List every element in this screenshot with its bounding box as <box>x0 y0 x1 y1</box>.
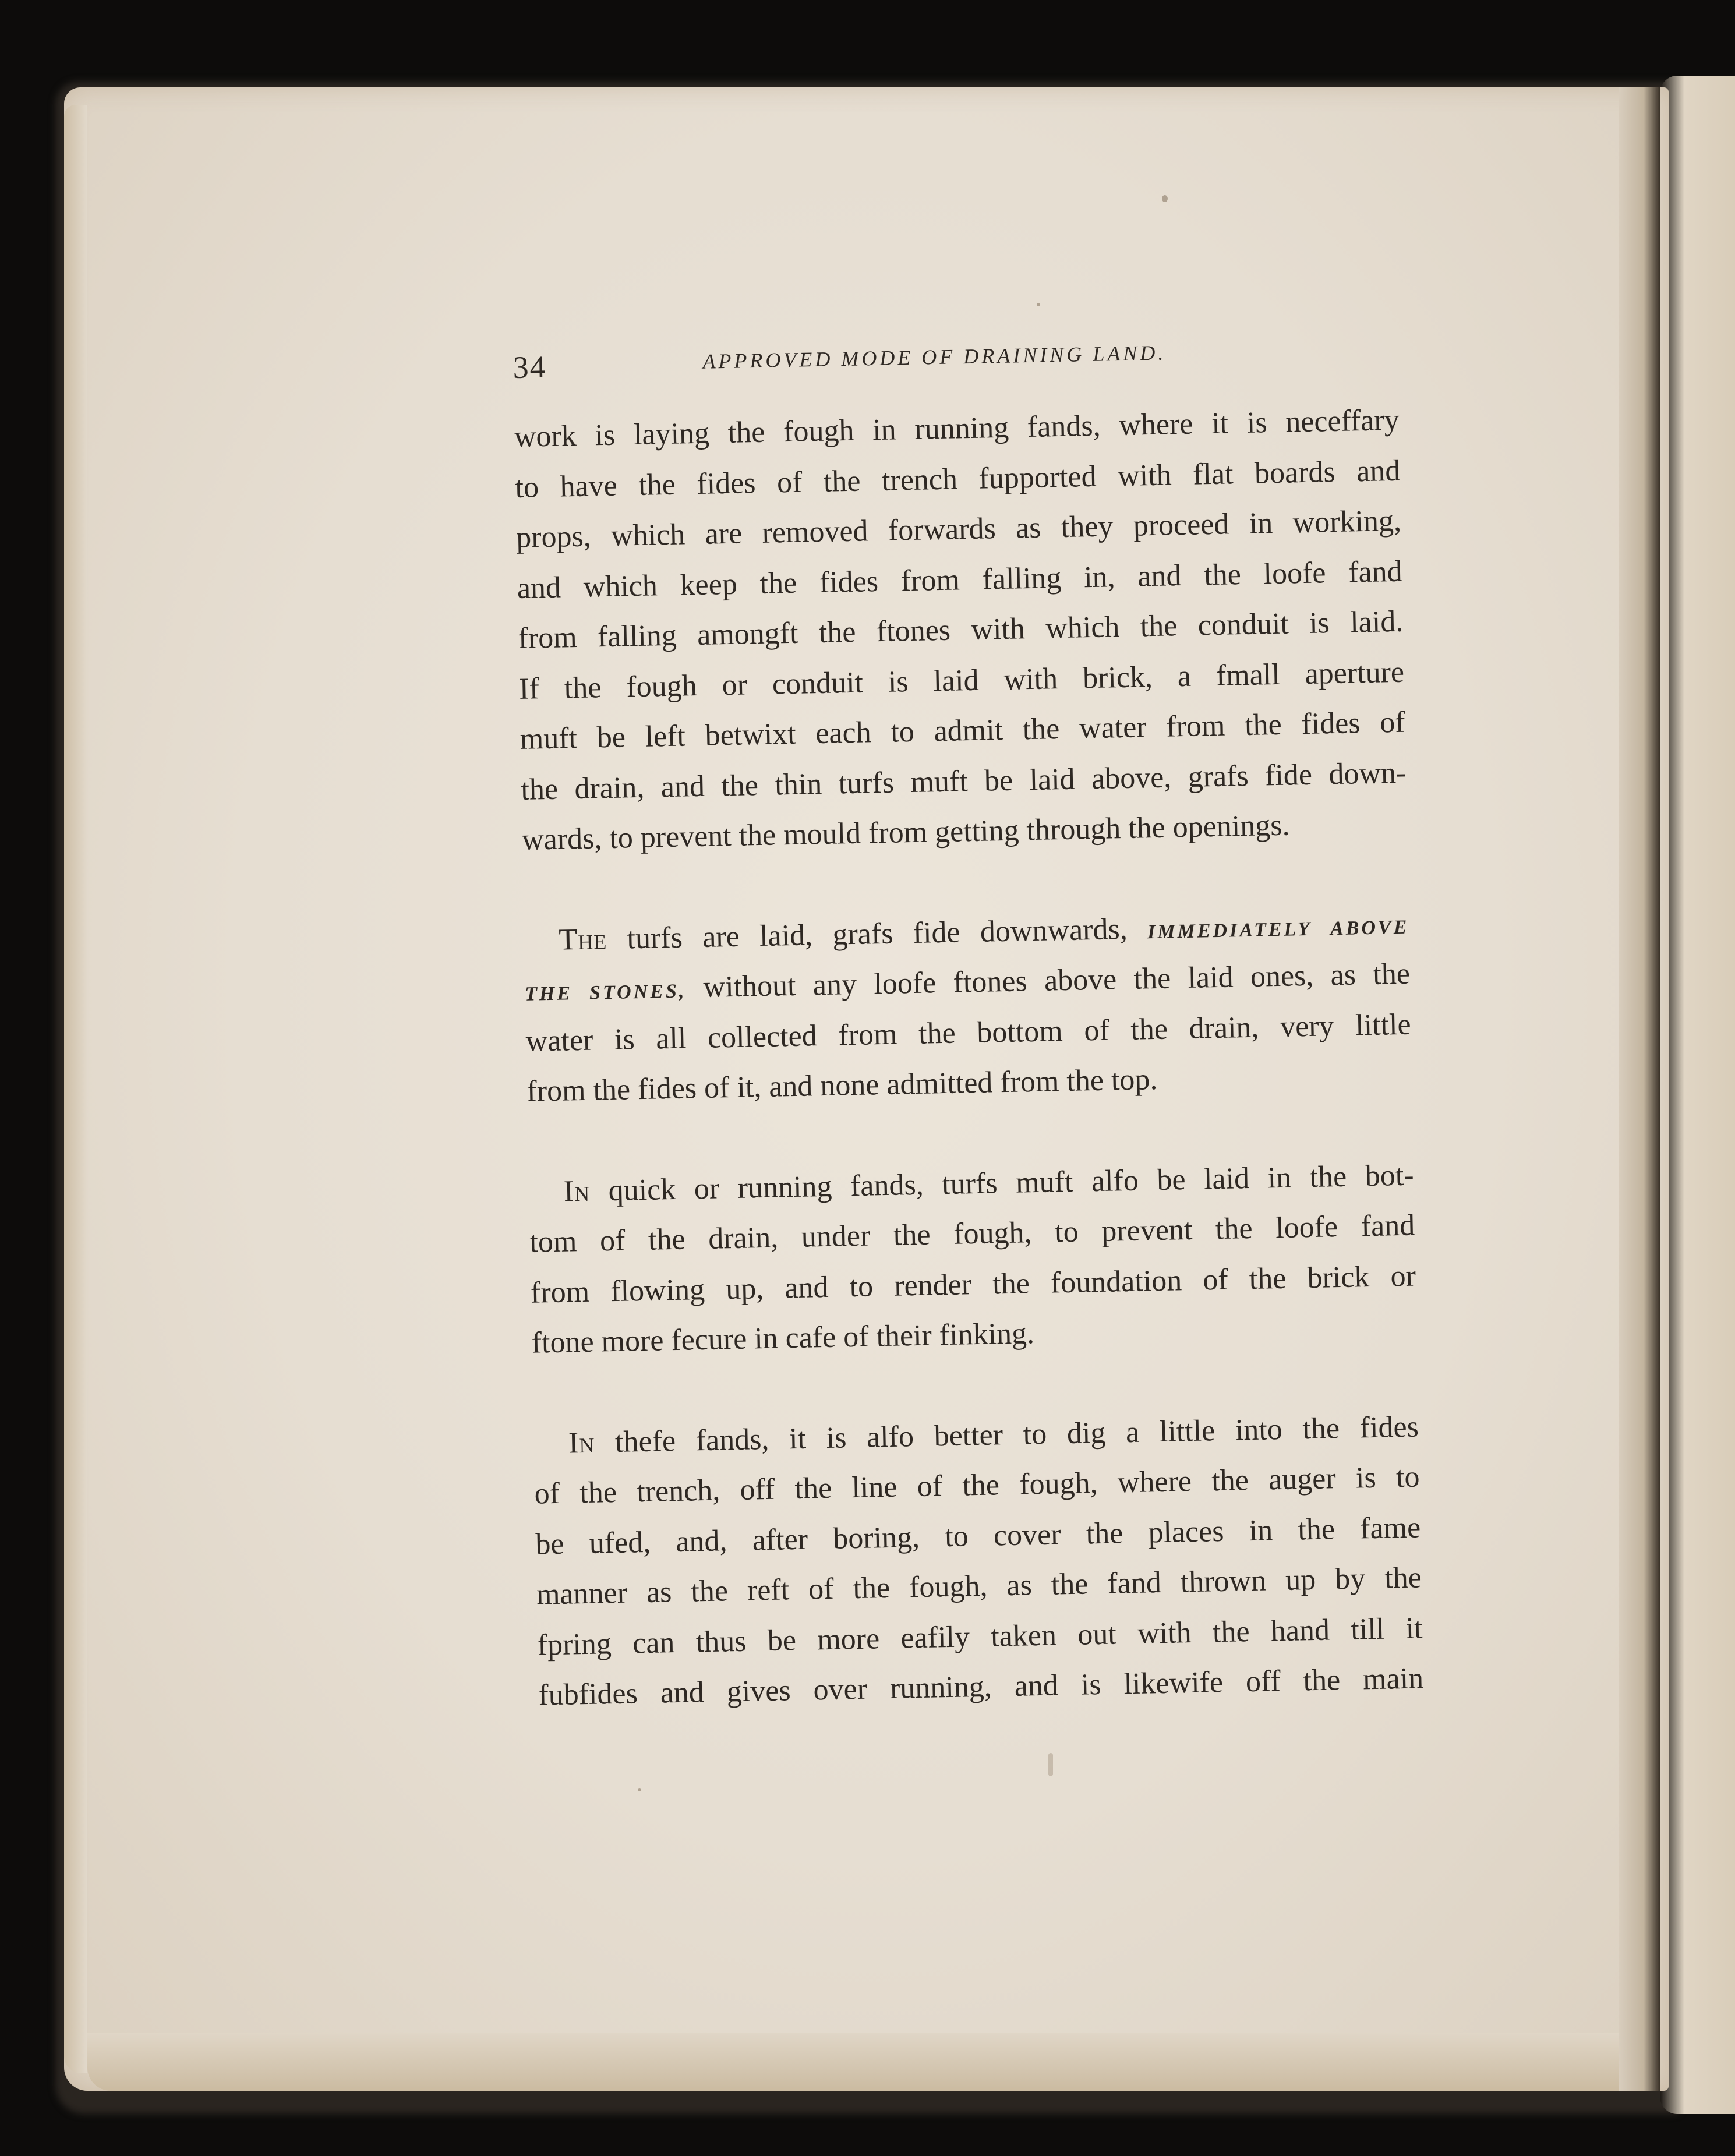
page-text <box>513 333 1424 1721</box>
emphasis-text: THE STONES, <box>524 980 687 1005</box>
paragraph-4 <box>533 1402 1424 1721</box>
text-line: tom of the drain, under the fough, to prevent the loofe fand <box>529 1208 1415 1259</box>
text-line: to have the fides of the trench fupported with flat boards and <box>515 454 1401 504</box>
text-line: and which keep the fides from falling in, and the loofe fand <box>517 554 1403 605</box>
paper-speck <box>638 1788 641 1791</box>
text-run: turfs are laid, grafs fide downwards, <box>627 912 1128 955</box>
text-run: without any loofe ftones above the laid ones, as the <box>703 957 1411 1004</box>
text-line: work is laying the fough in running fands, where it is neceffary <box>514 403 1400 454</box>
text-line: from the fides of it, and none admitted from the top. <box>526 1062 1158 1108</box>
text-line: ftone more fecure in cafe of their finking. <box>531 1317 1035 1360</box>
text-line: from falling amongft the ftones with which the conduit is laid. <box>517 605 1404 655</box>
emphasis-text: IMMEDIATELY ABOVE <box>1147 916 1409 943</box>
text-line: wards, to prevent the mould from getting through the openings. <box>521 808 1291 857</box>
paragraph-1 <box>514 395 1408 866</box>
text-line: muft be left betwixt each to admit the water from the fides of <box>520 705 1406 756</box>
paper-speck <box>1048 1753 1053 1776</box>
page-edge-left <box>64 105 87 2073</box>
lead-word: In <box>568 1426 595 1459</box>
page-edge-bottom <box>87 2033 1660 2091</box>
text-line: water is all collected from the bottom of the drain, very little <box>525 1008 1412 1058</box>
paragraph-2 <box>524 899 1412 1117</box>
text-line: of the trench, off the line of the fough, where the auger is to <box>534 1460 1420 1511</box>
text-line: props, which are removed forwards as they proceed in working, <box>515 504 1402 554</box>
text-line: be ufed, and, after boring, to cover the places in the fame <box>535 1510 1421 1561</box>
paper-speck <box>1162 195 1168 202</box>
text-run: quick or running fands, turfs muft alfo be laid in the bot- <box>608 1158 1415 1207</box>
text-line: manner as the reft of the fough, as the fand thrown up by the <box>536 1561 1422 1611</box>
text-run: thefe fands, it is alfo better to dig a little into the fides <box>614 1409 1419 1459</box>
lead-word: In <box>563 1174 591 1208</box>
text-line: from flowing up, and to render the foundation of the brick or <box>530 1259 1416 1310</box>
text-line: the drain, and the thin turfs muft be laid above, grafs fide down- <box>520 756 1407 807</box>
book-gutter <box>1619 87 1660 2091</box>
text-line: fpring can thus be more eafily taken out with the hand till it <box>537 1611 1423 1662</box>
paragraph-3 <box>528 1150 1417 1369</box>
facing-page-edge <box>1660 76 1735 2114</box>
text-line: If the fough or conduit is laid with brick, a fmall aperture <box>518 655 1405 706</box>
page-number: 34 <box>513 349 547 385</box>
paper-speck <box>1037 303 1040 306</box>
lead-word: The <box>558 922 607 957</box>
running-head-title: APPROVED MODE OF DRAINING LAND. <box>702 341 1167 373</box>
text-line: fubfides and gives over running, and is likewife off the main <box>538 1662 1424 1712</box>
